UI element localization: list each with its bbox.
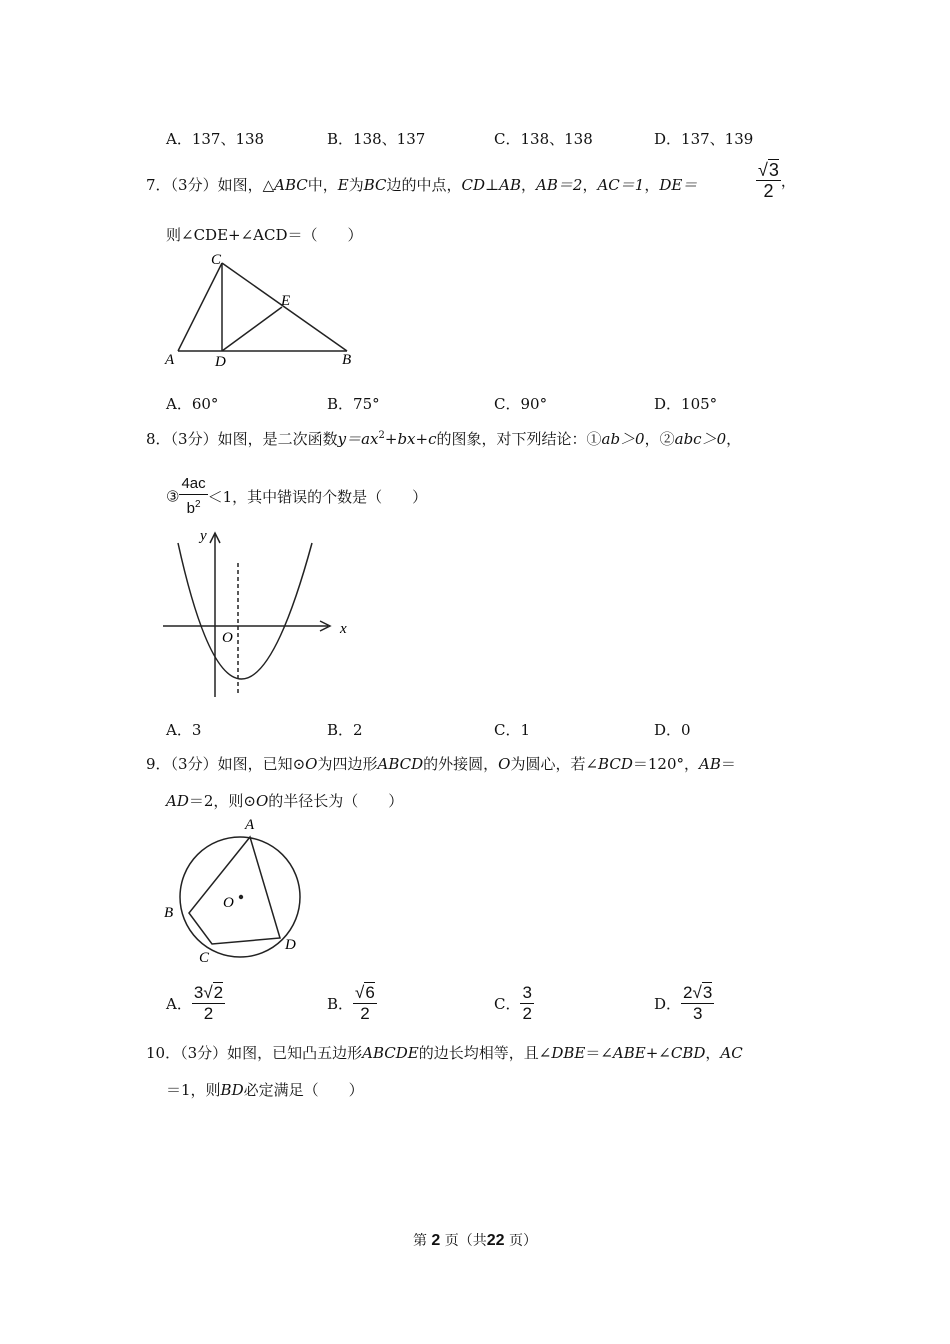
q8-option-a: A．3 bbox=[166, 721, 202, 739]
q9-option-c: C． $\frac{3}{2}$ bbox=[494, 983, 532, 1023]
q7-de-fraction: $\frac{√3}{2}$ ， bbox=[758, 160, 796, 201]
q7-option-a: A．60° bbox=[166, 395, 219, 413]
q6-option-b: B．138、137 bbox=[327, 130, 426, 148]
q7-option-b: B．75° bbox=[327, 395, 380, 413]
q7-option-d: D．105° bbox=[654, 395, 718, 413]
q8-stem: 8．（3分）如图，是二次函数$y=ax^2+bx+c$的图象，对下列结论：①ab＞0，②abc＞0， bbox=[146, 430, 742, 448]
q8-label-x: x bbox=[340, 621, 347, 637]
q6-option-a: A．137、138 bbox=[166, 130, 265, 148]
q7-segment-de bbox=[222, 307, 282, 351]
q8-option-d: D．0 bbox=[654, 721, 691, 739]
q6-option-c: C．138、138 bbox=[494, 130, 593, 148]
q8-label-origin: O bbox=[222, 630, 233, 646]
q7-segment-ac bbox=[178, 263, 222, 351]
q9-option-d: D． $\frac{2√3}{3}$ bbox=[654, 983, 713, 1023]
q9-quadrilateral bbox=[189, 837, 280, 944]
q7-label-c: C bbox=[211, 252, 222, 268]
q7-label-b: B bbox=[342, 352, 352, 368]
q9-option-a: A． $\frac{3√2}{2}$ bbox=[166, 983, 224, 1023]
q7-label-e: E bbox=[281, 293, 291, 309]
q7-triangle-figure bbox=[160, 250, 360, 375]
q9-circle-figure bbox=[160, 815, 320, 970]
q9-line2: AD＝2，则⊙O的半径长为（ ） bbox=[166, 792, 404, 810]
q9-center-dot bbox=[239, 895, 243, 899]
q9-label-b: B bbox=[164, 905, 174, 921]
q8-parabola-curve bbox=[178, 543, 312, 679]
q9-option-b: B． $\frac{√6}{2}$ bbox=[327, 983, 375, 1023]
q7-option-c: C．90° bbox=[494, 395, 548, 413]
q7-stem: 7．（3分）如图，△ABC中，E为BC边的中点，CD⊥AB，AB＝2，AC＝1，DE＝ bbox=[146, 176, 698, 194]
q9-label-d: D bbox=[285, 937, 296, 953]
q7-label-d: D bbox=[215, 354, 226, 370]
q9-label-a: A bbox=[245, 817, 255, 833]
q7-label-a: A bbox=[165, 352, 175, 368]
q9-stem: 9．（3分）如图，已知⊙O为四边形ABCD的外接圆，O为圆心，若∠BCD＝120°，AB＝ bbox=[146, 755, 736, 773]
q6-option-d: D．137、139 bbox=[654, 130, 754, 148]
page-footer: 第 2 页（共22 页） bbox=[412, 1232, 538, 1249]
q7-line2: 则∠CDE+∠ACD＝（ ） bbox=[166, 226, 363, 244]
q9-label-c: C bbox=[199, 950, 210, 966]
q10-line2: ＝1，则BD必定满足（ ） bbox=[166, 1081, 364, 1099]
q8-option-b: B．2 bbox=[327, 721, 363, 739]
q10-stem: 10．（3分）如图，已知凸五边形ABCDE的边长均相等，且∠DBE＝∠ABE+∠CBD，AC bbox=[146, 1044, 743, 1062]
q8-conclusion-3: ③ $\frac{4ac}{b^2}$ ＜1，其中错误的个数是（ ） bbox=[166, 475, 428, 517]
q9-label-o: O bbox=[223, 895, 234, 911]
q8-parabola-figure bbox=[160, 525, 360, 705]
q8-option-c: C．1 bbox=[494, 721, 531, 739]
q8-label-y: y bbox=[200, 528, 207, 544]
